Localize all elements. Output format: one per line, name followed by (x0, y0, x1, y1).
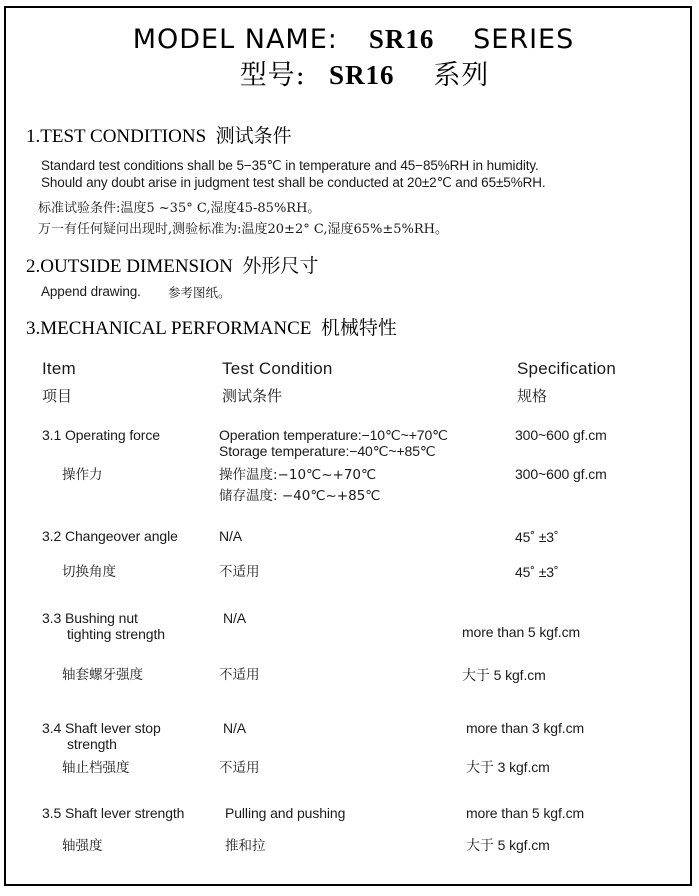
row-3-1-item-en: 3.1 Operating force (42, 427, 160, 443)
column-header-spec-cn: 规格 (517, 387, 548, 405)
model-name-label-cn: 型号: (239, 60, 306, 91)
model-name-value: SR16 (368, 24, 435, 54)
column-header-condition-cn: 测试条件 (222, 387, 283, 405)
column-header-item-en: Item (42, 359, 76, 378)
test-conditions-cn-line-1: 标准试验条件:温度5 ~35° C,湿度45-85%RH。 (38, 201, 321, 216)
model-name-value-cn: SR16 (329, 60, 395, 90)
row-3-3-spec-cn: 大于 5 kgf.cm (462, 667, 546, 683)
row-3-2-condition-en: N/A (219, 528, 243, 544)
column-header-condition-en: Test Condition (222, 359, 333, 378)
row-3-3-item-en-line-2: tighting strength (67, 626, 165, 642)
row-3-5-condition-en: Pulling and pushing (225, 805, 346, 821)
column-header-item-cn: 项目 (42, 387, 73, 405)
row-3-1-item-cn: 操作力 (62, 467, 103, 483)
section-2-title-cn: 外形尺寸 (242, 255, 319, 277)
outside-dimension-note-cn: 参考图纸。 (168, 285, 231, 300)
section-1-number: 1. (26, 126, 41, 147)
row-3-4-condition-en: N/A (223, 720, 247, 736)
row-3-1-condition-en-line-1: Operation temperature:−10℃~+70℃ (219, 427, 448, 443)
row-3-5-item-en: 3.5 Shaft lever strength (42, 805, 185, 821)
section-3-number: 3. (26, 318, 41, 339)
section-heading-outside-dimension (26, 251, 318, 278)
row-3-3-spec-en: more than 5 kgf.cm (462, 624, 581, 640)
row-3-2-item-cn: 切换角度 (62, 564, 116, 580)
section-1-title-en: TEST CONDITIONS (40, 126, 207, 147)
section-heading-test-conditions (26, 121, 292, 148)
row-3-4-item-en-line-1: 3.4 Shaft lever stop (42, 720, 161, 736)
series-label-cn: 系列 (433, 60, 490, 91)
title-line-english (0, 22, 699, 57)
row-3-2-spec-en: 45˚ ±3˚ (515, 529, 559, 545)
row-3-1-condition-cn-line-2: 储存温度: −40℃~+85℃ (219, 488, 381, 504)
section-3-title-en: MECHANICAL PERFORMANCE (40, 318, 312, 339)
outside-dimension-note-en: Append drawing. (41, 284, 141, 299)
test-conditions-en-line-2: Should any doubt arise in judgment test shall be conducted at 20±2℃ and 65±5%RH. (41, 175, 546, 190)
row-3-4-item-cn: 轴止档强度 (62, 760, 130, 776)
row-3-3-item-en-line-1: 3.3 Bushing nut (42, 610, 138, 626)
test-conditions-en-line-1: Standard test conditions shall be 5−35℃ in temperature and 45−85%RH in humidity. (41, 158, 539, 173)
section-2-title-en: OUTSIDE DIMENSION (40, 256, 233, 277)
row-3-2-spec-cn: 45˚ ±3˚ (515, 564, 559, 580)
document-title (0, 22, 699, 94)
test-conditions-cn-line-2: 万一有任何疑问出现时,测验标准为:温度20±2° C,湿度65%±5%RH。 (38, 222, 449, 237)
row-3-4-condition-cn: 不适用 (219, 760, 260, 776)
row-3-1-spec-en: 300~600 gf.cm (515, 427, 607, 443)
row-3-5-item-cn: 轴强度 (62, 838, 103, 854)
row-3-5-spec-en: more than 5 kgf.cm (466, 805, 585, 821)
row-3-1-spec-cn: 300~600 gf.cm (515, 466, 607, 482)
series-label-en: SERIES (473, 24, 575, 55)
section-heading-mechanical-performance (26, 313, 397, 340)
section-3-title-cn: 机械特性 (320, 317, 397, 339)
row-3-1-condition-cn-line-1: 操作温度:−10℃~+70℃ (219, 467, 377, 483)
row-3-2-item-en: 3.2 Changeover angle (42, 528, 178, 544)
row-3-5-condition-cn: 推和拉 (225, 838, 266, 854)
row-3-3-condition-en: N/A (223, 610, 247, 626)
row-3-4-item-en-line-2: strength (67, 736, 117, 752)
row-3-2-condition-cn: 不适用 (219, 564, 260, 580)
section-1-title-cn: 测试条件 (215, 125, 292, 147)
row-3-3-condition-cn: 不适用 (219, 667, 260, 683)
column-header-spec-en: Specification (517, 359, 616, 378)
row-3-4-spec-en: more than 3 kgf.cm (466, 720, 585, 736)
row-3-3-item-cn: 轴套螺牙强度 (62, 667, 143, 683)
title-line-chinese (0, 57, 699, 94)
section-2-number: 2. (26, 256, 41, 277)
row-3-5-spec-cn: 大于 5 kgf.cm (466, 837, 550, 853)
model-name-label: MODEL NAME: (132, 24, 338, 55)
row-3-4-spec-cn: 大于 3 kgf.cm (466, 759, 550, 775)
row-3-1-condition-en-line-2: Storage temperature:−40℃~+85℃ (219, 443, 436, 459)
